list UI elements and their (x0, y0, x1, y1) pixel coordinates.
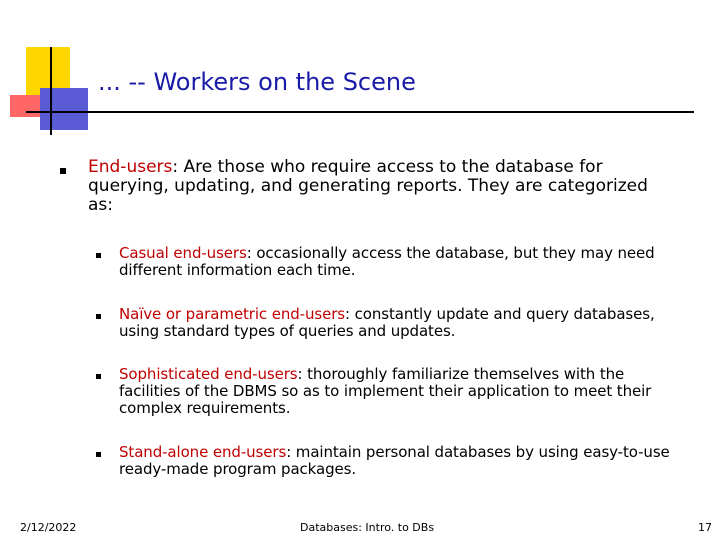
bullet-square-icon (96, 452, 101, 457)
main-bullet-text (88, 158, 660, 215)
bullet-square-icon (96, 253, 101, 258)
term-label: Sophisticated end-users (119, 365, 298, 383)
sub-bullet (96, 245, 686, 279)
sub-bullet (96, 444, 686, 478)
bullet-description: : occasionally access the database, but they may need different information each time. (119, 244, 655, 279)
sub-bullet-text (119, 245, 686, 279)
sub-bullet-text (119, 366, 686, 417)
bullet-description: : maintain personal databases by using easy-to-use ready-made program packages. (119, 443, 670, 478)
decor-horizontal-line (26, 111, 694, 113)
sub-bullet (96, 366, 686, 417)
sub-bullet (96, 306, 686, 340)
decor-vertical-line (50, 47, 52, 135)
term-label: Naïve or parametric end-users (119, 305, 346, 323)
footer-page-number: 17 (698, 521, 712, 534)
bullet-description: : Are those who require access to the database for querying, updating, and generating reports. They are categorized as: (88, 157, 648, 215)
bullet-description: : constantly update and query databases, using standard types of queries and updates. (119, 305, 655, 340)
footer-center-text: Databases: Intro. to DBs (300, 521, 435, 534)
main-bullet (60, 158, 660, 215)
sub-bullet-text (119, 444, 686, 478)
term-label: Casual end-users (119, 244, 247, 262)
bullet-description: : thoroughly familiarize themselves with the facilities of the DBMS so as to implement their application to meet their complex requirements. (119, 365, 652, 417)
term-label: Stand-alone end-users (119, 443, 287, 461)
bullet-square-icon (96, 314, 101, 319)
footer-date: 2/12/2022 (20, 521, 77, 534)
term-label: End-users (88, 157, 173, 177)
bullet-square-icon (96, 374, 101, 379)
sub-bullet-text (119, 306, 686, 340)
bullet-square-icon (60, 168, 66, 174)
decor-blue-square (40, 88, 88, 130)
slide-title: ... -- Workers on the Scene (98, 68, 416, 96)
